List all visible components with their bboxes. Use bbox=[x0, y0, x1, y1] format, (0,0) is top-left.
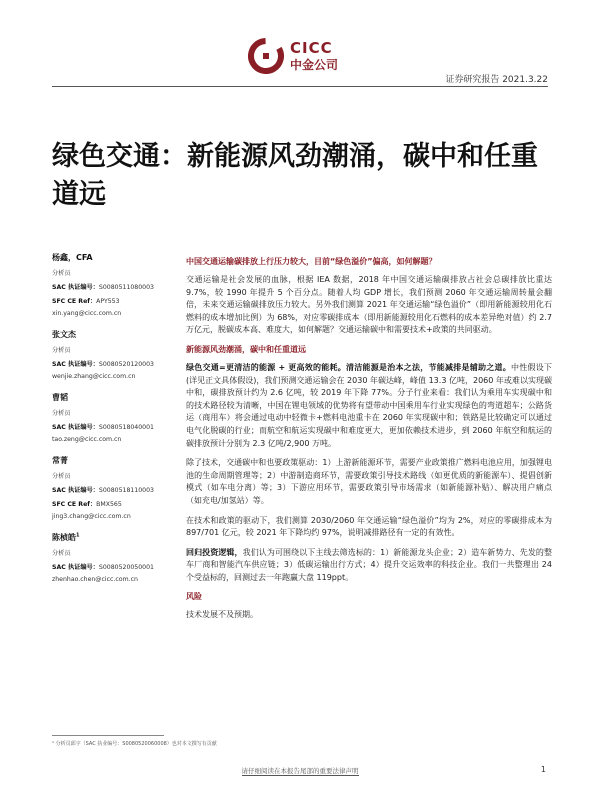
paragraph-green-transport: 绿色交通=更清洁的能源 + 更高效的能耗。清洁能源是治本之法，节能减排是辅助之道。中性假设下(详见正文具体假设)，我们预测交通运输会在 2030 年碳达峰，峰值 13.3 亿吨，2060 年或难以实现碳中和，碳排放预计约为 2.6 亿吨，较 2019 年下降 77%。分子行业来看：我们认为乘用车实现碳中和的技术路径较为清晰，中国在锂电领域的优势将有望带动中国乘用车行业实现绿色的弯道超车；公路货运（商用车）将会通过电动中轻微卡+燃料电池重卡在 2060 年实现碳中和；铁路是比较确定可以通过电气化脱碳的行业；而航空和航运实现碳中和难度更大，更加依赖技术进步，到 2060 年航空和航运的碳排放预计分别为 2.3 亿吨/2,900 万吨。 bbox=[186, 362, 553, 448]
cicc-logo bbox=[248, 38, 338, 74]
analyst-role: 分析员 bbox=[52, 473, 71, 480]
analyst-card bbox=[52, 455, 172, 520]
analyst-name: 张文杰 bbox=[52, 330, 76, 339]
analyst-sfc: SFC CE Ref：APY553 bbox=[52, 298, 120, 305]
legal-disclaimer: 请仔细阅读在本报告尾部的重要法律声明 bbox=[241, 767, 359, 775]
report-title: 绿色交通：新能源风劲潮涌，碳中和任重道远 bbox=[52, 141, 538, 210]
analyst-role: 分析员 bbox=[52, 410, 71, 417]
analyst-sac: SAC 执证编号：S0080518110003 bbox=[52, 487, 154, 494]
report-type-date: 证券研究报告 2021.3.22 bbox=[445, 75, 548, 85]
page-number: 1 bbox=[540, 765, 546, 774]
analyst-card bbox=[52, 252, 172, 317]
section-heading-challenge: 中国交通运输碳排放上行压力较大，目前“绿色溢价”偏高，如何解题？ bbox=[186, 257, 437, 266]
analyst-card bbox=[52, 392, 172, 443]
analyst-role: 分析员 bbox=[52, 270, 71, 277]
analyst-email[interactable]: wenjie.zhang@cicc.com.cn bbox=[52, 373, 136, 380]
analyst-name: 陈桢皓$^1$ bbox=[52, 532, 80, 542]
analyst-name: 常菁 bbox=[52, 456, 68, 465]
analyst-role: 分析员 bbox=[52, 550, 71, 557]
analyst-sac: SAC 执证编号：S0080520050001 bbox=[52, 564, 154, 571]
report-body bbox=[186, 256, 552, 629]
analyst-sfc: SFC CE Ref：BMX565 bbox=[52, 501, 122, 508]
analyst-email[interactable]: xin.yang@cicc.com.cn bbox=[52, 310, 122, 317]
analyst-name: 杨鑫，CFA bbox=[52, 253, 93, 262]
paragraph-risk: 技术发展不及预期。 bbox=[186, 610, 258, 620]
analyst-role: 分析员 bbox=[52, 347, 71, 354]
cicc-logo-icon bbox=[248, 38, 284, 74]
section-heading-risk: 风险 bbox=[186, 592, 202, 602]
paragraph-policy: 除了技术，交通碳中和也要政策驱动：1）上游新能源环节，需要产业政策推广燃料电池应用，加强锂电池的生命周期管理等；2）中游制造商环节，需要政策引导技术路线（如更优质的新能源车）、提倡创新模式（如车电分离）等；3）下游应用环节，需要政策引导市场需求（如新能源补贴）、解决用户痛点（如充电/加氢站）等。 bbox=[186, 458, 552, 505]
footnote-divider bbox=[52, 735, 164, 736]
analyst-sidebar bbox=[52, 252, 172, 595]
analyst-card bbox=[52, 532, 172, 583]
header-divider bbox=[52, 86, 548, 87]
analyst-card bbox=[52, 329, 172, 380]
logo-english: CICC bbox=[290, 39, 333, 57]
paragraph-green-premium: 在技术和政策的驱动下，我们测算 2030/2060 年交通运输“绿色溢价”均为 2%，对应的零碳排成本为 897/701 亿元，较 2021 年下降均约 97%，说明减排路径有一定的有效性。 bbox=[186, 515, 552, 538]
analyst-email[interactable]: tao.zeng@cicc.com.cn bbox=[52, 436, 122, 443]
paragraph-lead: 绿色交通=更清洁的能源 + 更高效的能耗。清洁能源是治本之法，节能减排是辅助之道。 bbox=[186, 362, 511, 372]
analyst-email[interactable]: zhenhao.chen@cicc.com.cn bbox=[52, 576, 138, 583]
analyst-sac: SAC 执证编号：S0080520120003 bbox=[52, 361, 154, 368]
paragraph-investment: 回归投资逻辑，我们认为可围绕以下主线去筛选标的：1）新能源龙头企业；2）造车新势力、先发的整车厂商和智能汽车供应链；3）低碳运输出行方式；4）提升交运效率的科技企业。我们一共整理出 24 个受益标的，回测过去一年跑赢大盘 119ppt。 bbox=[186, 547, 552, 582]
footnote-marker: 1 bbox=[76, 532, 80, 539]
paragraph-lead: 回归投资逻辑， bbox=[186, 547, 243, 557]
logo-chinese: 中金公司 bbox=[290, 58, 339, 72]
footnote: ¹ 分析员邱宇（SAC 执业编号：S0080520060008）也对本文撰写有贡献 bbox=[52, 741, 217, 747]
analyst-sac: SAC 执证编号：S0080518040001 bbox=[52, 424, 154, 431]
analyst-sac: SAC 执证编号：S0080511080003 bbox=[52, 284, 154, 291]
paragraph-background: 交通运输是社会发展的血脉，根据 IEA 数据，2018 年中国交通运输碳排放占社会总碳排放比重达 9.7%，较 1990 年提升 5 个百分点。随着人均 GDP 增长，我们预测 2060 年交通运输周转量会翻倍，未来交通运输碳排放压力较大。另外我们测算 2021 年交通运输“绿色溢价”（即用新能源较用化石燃料的成本增加比例）为 68%，对应零碳排成本（即用新能源较用化石燃料的成本差异绝对值）约 2.7 万亿元，脱碳成本高、难度大，如何解题？交通运输碳中和需要技术+政策的共同驱动。 bbox=[186, 275, 552, 335]
section-heading-outlook: 新能源风劲潮涌，碳中和任重道远 bbox=[186, 344, 306, 354]
analyst-email[interactable]: jing3.chang@cicc.com.cn bbox=[52, 513, 131, 520]
analyst-name: 曹韬 bbox=[52, 393, 68, 402]
